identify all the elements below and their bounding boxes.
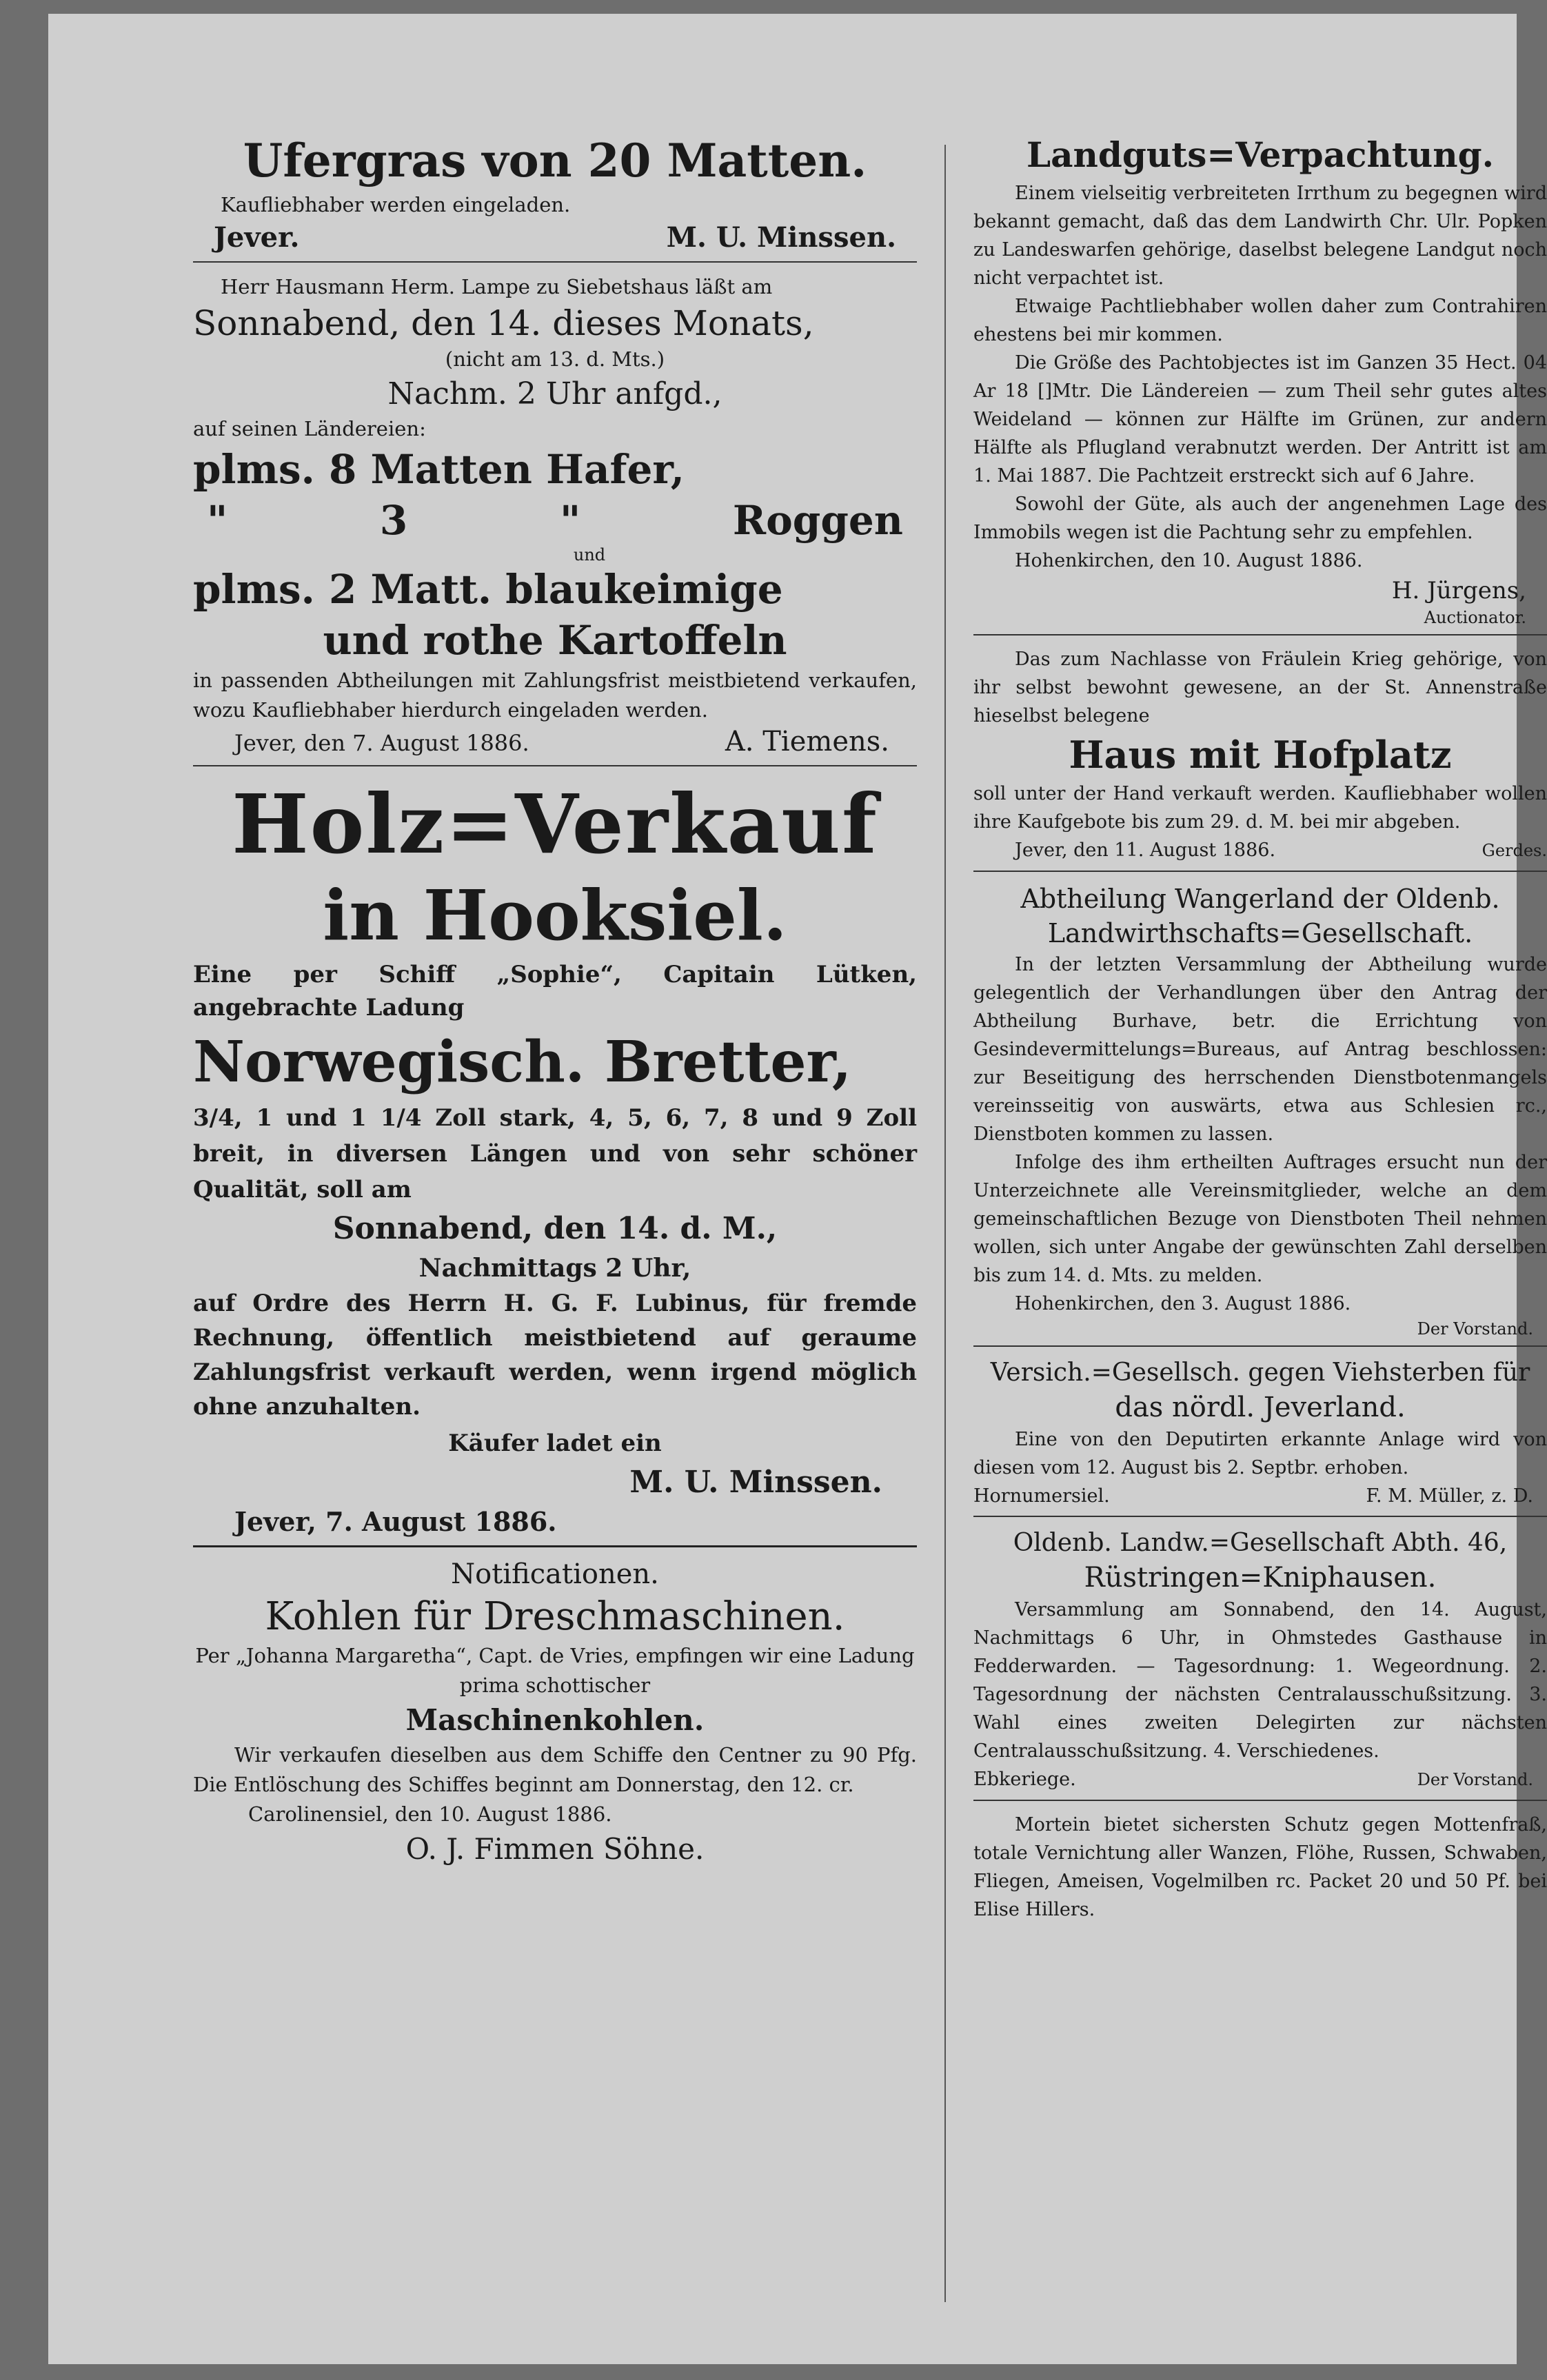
- ditto-mark: ": [207, 497, 228, 544]
- ad-kohlen-text2: Wir verkaufen dieselben aus dem Schiffe den Centner zu 90 Pfg. Die Entlöschung des Schiffes beginnt am Donnerstag, den 12. cr.: [193, 1743, 917, 1796]
- ad-oldenb-text: Versammlung am Sonnabend, den 14. August, Nachmittags 6 Uhr, in Ohmstedes Gasthause in Fedderwarden. — Tagesordnung: 1. Wegeordnung. 2. Tagesordnung der nächsten Centralausschußsitzung. 3. Wahl eines zweiten Delegirten zur nächsten Centralausschußsitzung. 4. Verschiedenes.: [973, 1599, 1547, 1762]
- ad-oldenb-footer: [973, 1765, 1547, 1794]
- ad-mortein: [973, 1811, 1547, 1924]
- ad-versich-title1: Versich.=Gesellsch. gegen Viehsterben für: [990, 1359, 1530, 1387]
- newspaper-page: [48, 14, 1547, 2364]
- ad-holz-title: Holz=Verkauf: [232, 776, 878, 872]
- ad-lampe-item-hafer: plms. 8 Matten Hafer,: [193, 446, 685, 493]
- ad-oldenb-landw: [973, 1527, 1547, 1794]
- ad-ufergras-title: Ufergras von 20 Matten.: [243, 134, 867, 187]
- ad-kohlen-place-date: Carolinensiel, den 10. August 1886.: [248, 1802, 612, 1826]
- ad-holz-signer: M. U. Minssen.: [629, 1465, 882, 1500]
- divider: [193, 1545, 917, 1547]
- ad-kohlen-text1: Per „Johanna Margaretha“, Capt. de Vries, empfingen wir eine Ladung prima schottischer: [195, 1644, 915, 1697]
- ad-wangerland-place-date: Hohenkirchen, den 3. August 1886.: [1015, 1293, 1351, 1314]
- ad-oldenb-title2: Rüstringen=Kniphausen.: [1084, 1562, 1437, 1594]
- ad-lampe-und: und: [573, 545, 606, 565]
- ad-ufergras-footer: [193, 220, 917, 256]
- ad-landguts-text2: Etwaige Pachtliebhaber wollen daher zum Contrahiren ehestens bei mir kommen.: [973, 296, 1547, 345]
- ad-lampe-intro: Herr Hausmann Herm. Lampe zu Siebetshaus läßt am: [221, 275, 773, 298]
- ad-kohlen: [193, 1556, 917, 1869]
- ad-landguts-role: Auctionator.: [1424, 608, 1526, 627]
- ad-holz-place-date: Jever, 7. August 1886.: [234, 1506, 557, 1537]
- ad-ufergras-line: Kaufliebhaber werden eingeladen.: [221, 193, 571, 216]
- divider: [973, 871, 1547, 872]
- ad-haus-text1: Das zum Nachlasse von Fräulein Krieg gehörige, von ihr selbst bewohnt gewesene, an der St. Annenstraße hieselbst belegene: [973, 649, 1547, 726]
- ad-landguts-verpachtung: [973, 131, 1547, 629]
- ad-lampe-footer: [193, 725, 917, 760]
- ad-lampe-signer: A. Tiemens.: [725, 726, 889, 757]
- ad-lampe-date: Sonnabend, den 14. dieses Monats,: [193, 303, 814, 343]
- left-column: [193, 131, 917, 1869]
- ad-holz-date: Sonnabend, den 14. d. M.,: [332, 1211, 778, 1246]
- ad-haus-text2: soll unter der Hand verkauft werden. Kaufliebhaber wollen ihre Kaufgebote bis zum 29. d. M. bei mir abgeben.: [973, 783, 1547, 833]
- divider: [973, 634, 1547, 635]
- ad-mortein-text: Mortein bietet sichersten Schutz gegen Mottenfraß, totale Vernichtung aller Wanzen, Flöhe, Russen, Schwaben, Fliegen, Ameisen, Vogelmilben rc. Packet 20 und 50 Pf. bei Elise Hillers.: [973, 1814, 1547, 1920]
- ad-lampe-item-kartoffeln2: und rothe Kartoffeln: [323, 617, 787, 664]
- ad-abtheilung-wangerland: [973, 882, 1547, 1340]
- ad-lampe-roggen-word: Roggen: [732, 497, 903, 544]
- divider: [193, 765, 917, 766]
- ad-holz-buyers: Käufer ladet ein: [448, 1430, 662, 1457]
- ad-haus-footer: [973, 836, 1547, 865]
- ad-lampe-place-date: Jever, den 7. August 1886.: [234, 730, 529, 756]
- ad-landguts-text4: Sowohl der Güte, als auch der angenehmen Lage des Immobils wegen ist die Pachtung sehr zu empfehlen.: [973, 494, 1547, 543]
- right-column: [973, 131, 1547, 1924]
- ad-lampe-where: auf seinen Ländereien:: [193, 417, 426, 440]
- ad-holz-product: Norwegisch. Bretter,: [193, 1029, 852, 1095]
- ad-lampe-item-kartoffeln1: plms. 2 Matt. blaukeimige: [193, 566, 783, 613]
- ad-lampe-roggen-num: 3: [379, 497, 408, 544]
- ad-holz-text2: auf Ordre des Herrn H. G. F. Lubinus, für fremde Rechnung, öffentlich meistbietend auf geraume Zahlungsfrist verkauft werden, wenn irgend möglich ohne anzuhalten.: [193, 1290, 917, 1421]
- ad-haus-hofplatz: [973, 645, 1547, 865]
- ad-landguts-signer: H. Jürgens,: [1391, 577, 1526, 604]
- ad-ufergras-signer: M. U. Minssen.: [666, 221, 896, 254]
- ad-lampe-item-roggen: [193, 495, 917, 546]
- ad-lampe-auction: [193, 272, 917, 760]
- ad-landguts-text3: Die Größe des Pachtobjectes ist im Ganzen 35 Hect. 04 Ar 18 []Mtr. Die Ländereien — zum Theil sehr gutes altes Weideland — können zur Hälfte im Grünen, zur andern Hälfte als Pflugland verabnutzt werden. Der Antritt ist am 1. Mai 1887. Die Pachtzeit erstreckt sich auf 6 Jahre.: [973, 352, 1547, 487]
- ad-versich-gesellsch: [973, 1356, 1547, 1510]
- ad-holz-text1: 3/4, 1 und 1 1/4 Zoll stark, 4, 5, 6, 7, 8 und 9 Zoll breit, in diversen Längen und von sehr schöner Qualität, soll am: [193, 1104, 917, 1203]
- ad-wangerland-text1: In der letzten Versammlung der Abtheilung wurde gelegentlich der Verhandlungen über den Antrag der Abtheilung Burhave, betr. die Errichtung von Gesindevermittelungs=Bureaus, auf Antrag beschlossen: zur Beseitigung des herrschenden Dienstbotenmangels vereinsseitig von auswärts, etwa aus Schlesien rc., Dienstboten kommen zu lassen.: [973, 954, 1547, 1145]
- ad-wangerland-title1: Abtheilung Wangerland der Oldenb.: [1020, 884, 1500, 914]
- ad-versich-footer: [973, 1482, 1547, 1510]
- section-notificationen: Notificationen.: [451, 1558, 659, 1590]
- ad-wangerland-title2: Landwirthschafts=Gesellschaft.: [1047, 918, 1473, 948]
- ad-ufergras: [193, 131, 917, 256]
- ad-haus-signer: Gerdes.: [1482, 841, 1547, 860]
- ad-oldenb-place: Ebkeriege.: [973, 1769, 1076, 1790]
- ad-landguts-text1: Einem vielseitig verbreiteten Irrthum zu begegnen wird bekannt gemacht, daß das dem Landwirth Chr. Ulr. Popken zu Landeswarfen gehörige, daselbst belegene Landgut noch nicht verpachtet ist.: [973, 183, 1547, 289]
- ad-holz-time: Nachmittags 2 Uhr,: [418, 1254, 691, 1283]
- ad-holz-line1: Eine per Schiff „Sophie“, Capitain Lütken, angebrachte Ladung: [193, 961, 917, 1021]
- ad-haus-place-date: Jever, den 11. August 1886.: [1015, 840, 1276, 861]
- ad-versich-text: Eine von den Deputirten erkannte Anlage wird von diesen vom 12. August bis 2. Septbr. erhoben.: [973, 1429, 1547, 1478]
- ad-kohlen-product: Maschinenkohlen.: [405, 1703, 705, 1737]
- ad-lampe-text: in passenden Abtheilungen mit Zahlungsfrist meistbietend verkaufen, wozu Kaufliebhaber hierdurch eingeladen werden.: [193, 669, 917, 722]
- ad-versich-title2: das nördl. Jeverland.: [1115, 1392, 1406, 1423]
- ad-oldenb-signer: Der Vorstand.: [1417, 1770, 1533, 1789]
- ad-lampe-note: (nicht am 13. d. Mts.): [445, 347, 665, 371]
- ad-lampe-time: Nachm. 2 Uhr anfgd.,: [387, 376, 722, 411]
- ad-kohlen-signer: O. J. Fimmen Söhne.: [405, 1832, 705, 1866]
- ad-haus-title: Haus mit Hofplatz: [1069, 733, 1452, 777]
- ditto-mark: ": [559, 497, 581, 544]
- ad-versich-signer: F. M. Müller, z. D.: [1366, 1485, 1533, 1507]
- divider: [973, 1516, 1547, 1517]
- ad-landguts-place-date: Hohenkirchen, den 10. August 1886.: [1015, 550, 1363, 571]
- ad-holz-subtitle: in Hooksiel.: [323, 875, 787, 956]
- ad-oldenb-title1: Oldenb. Landw.=Gesellschaft Abth. 46,: [1013, 1529, 1508, 1557]
- ad-ufergras-place: Jever.: [214, 221, 300, 254]
- divider: [193, 261, 917, 263]
- divider: [973, 1345, 1547, 1347]
- divider: [973, 1800, 1547, 1801]
- ad-holz-verkauf: [193, 776, 917, 1541]
- ad-wangerland-text2: Infolge des ihm ertheilten Auftrages ersucht nun der Unterzeichnete alle Vereinsmitglieder, welche an dem gemeinschaftlichen Bezuge von Dienstboten Theil nehmen wollen, sich unter Angabe der gewünschten Zahl derselben bis zum 14. d. Mts. zu melden.: [973, 1152, 1547, 1286]
- ad-versich-place: Hornumersiel.: [973, 1485, 1110, 1507]
- ad-wangerland-signer: Der Vorstand.: [1417, 1319, 1533, 1339]
- column-divider: [944, 145, 946, 2302]
- ad-kohlen-title: Kohlen für Dreschmaschinen.: [265, 1594, 845, 1639]
- ad-landguts-title: Landguts=Verpachtung.: [1026, 134, 1494, 175]
